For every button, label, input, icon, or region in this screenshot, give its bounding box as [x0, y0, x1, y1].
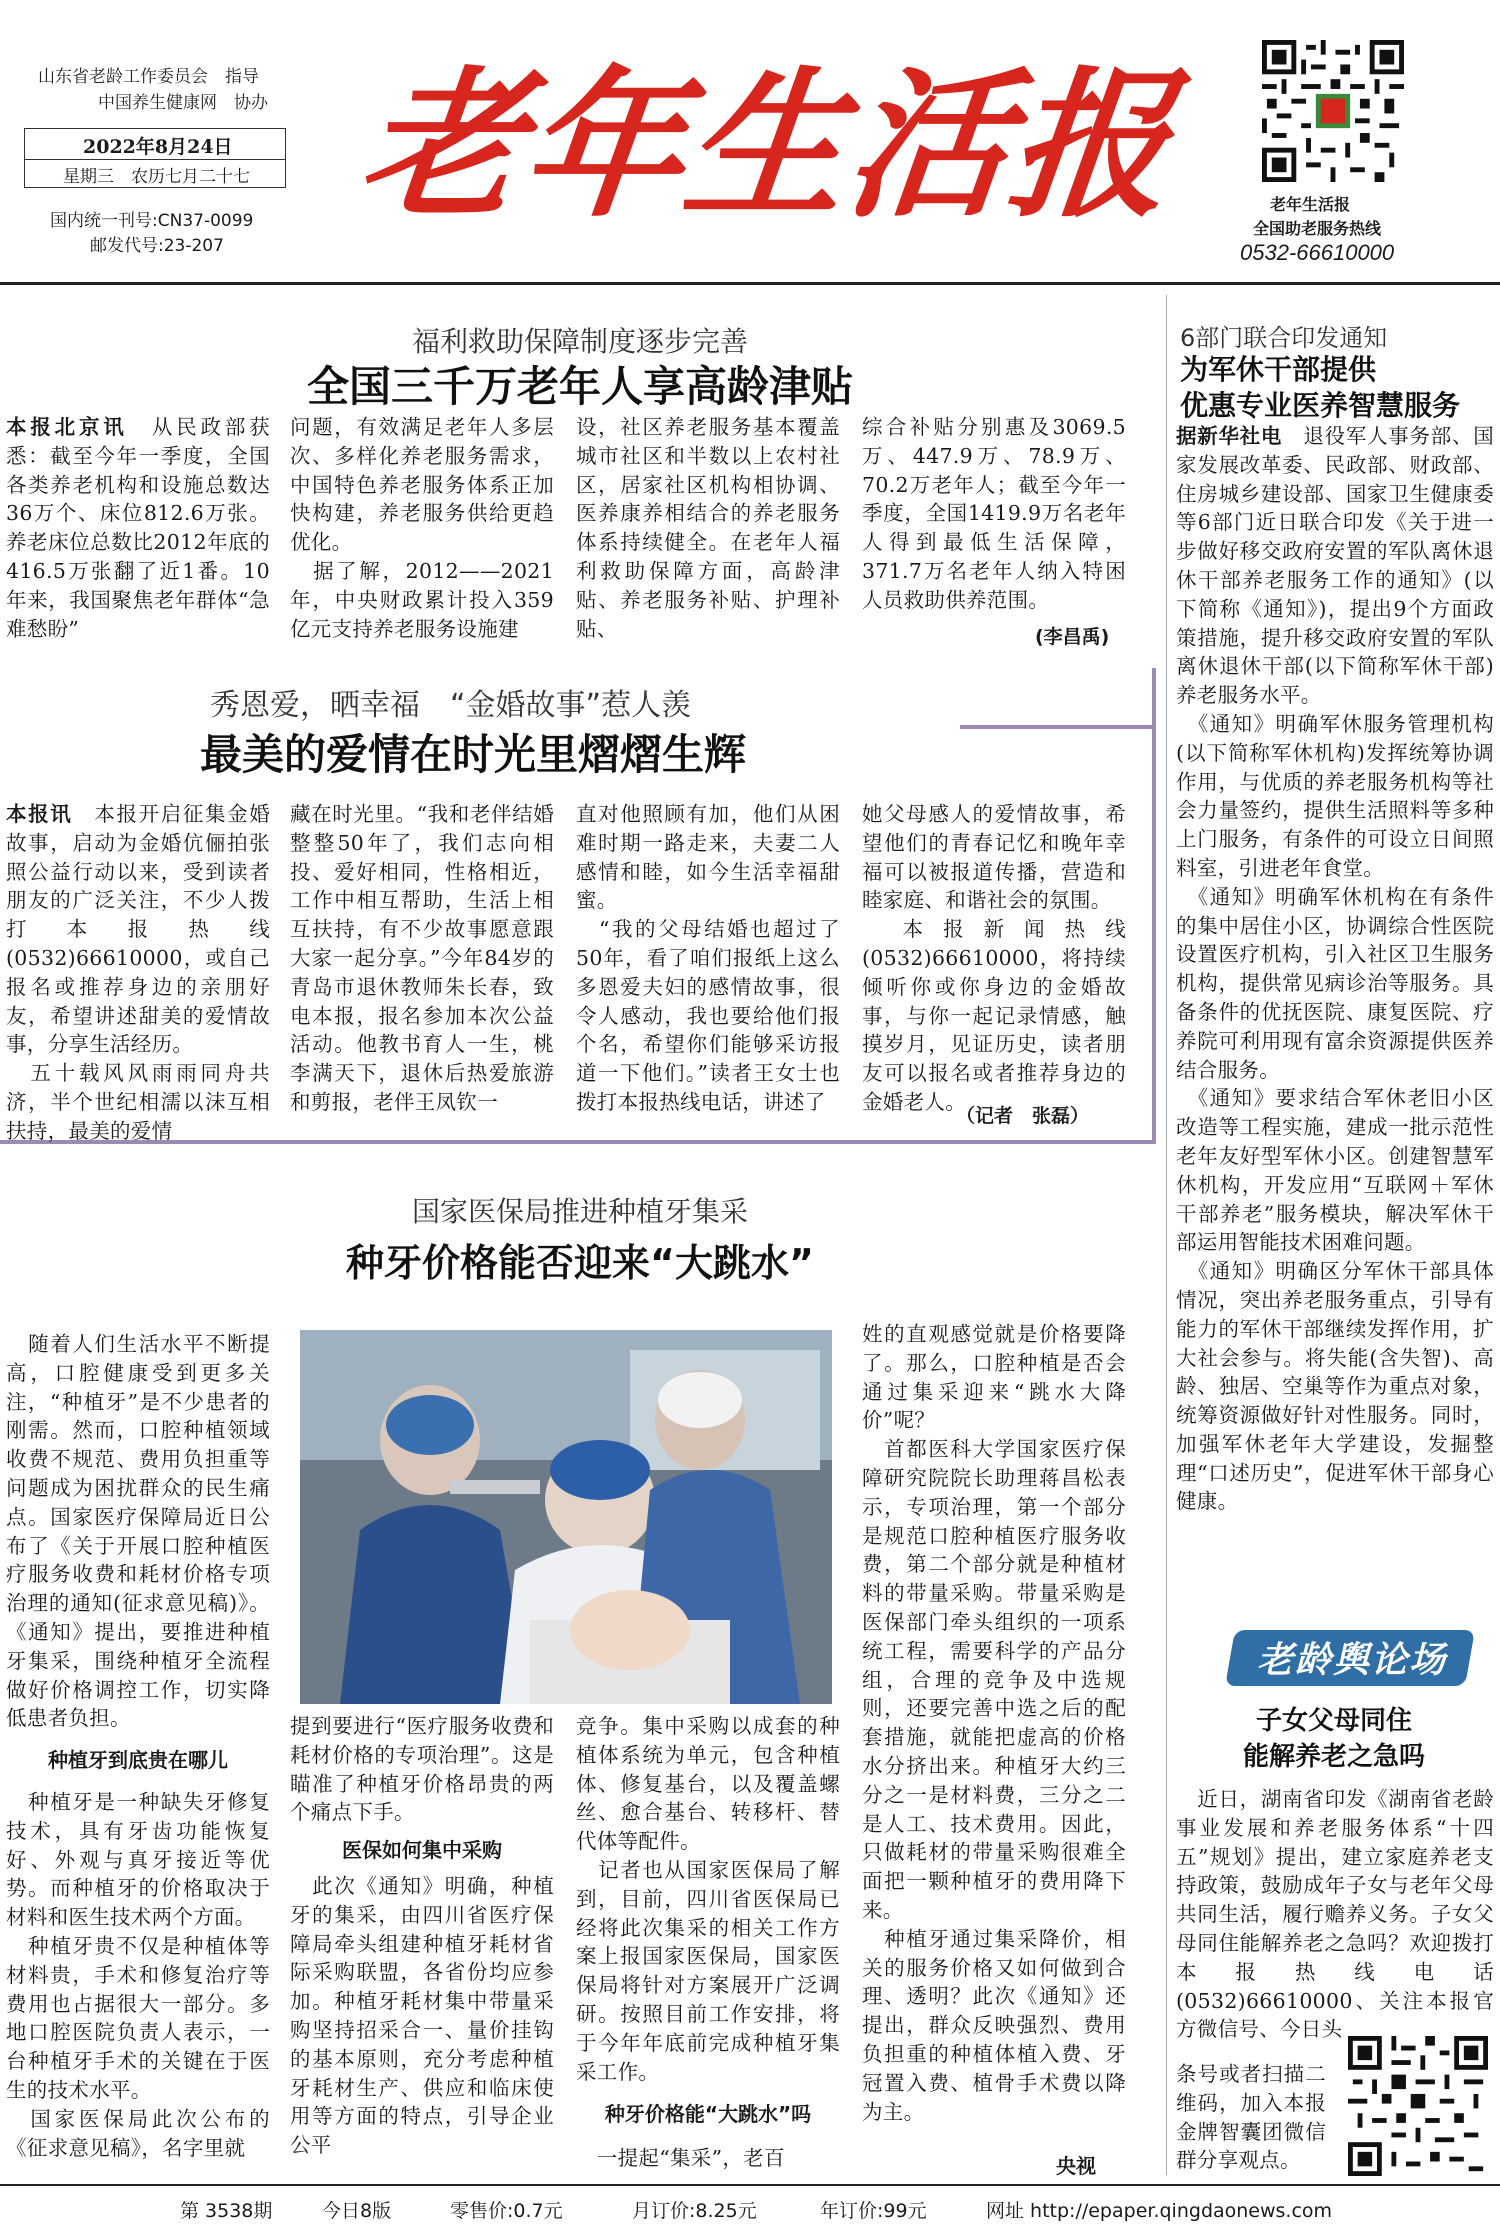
hotline-label: 全国助老服务热线: [1253, 219, 1382, 238]
article2-frame-top: [960, 725, 1156, 729]
article3-column-4: 姓的直观感觉就是价格要降了。那么，口腔种植是否会通过集采迎来“跳水大降价”呢？ 首都医科大学国家医疗保障研究院院长助理蒋昌松表示，专项治理，第一个部分是规范口腔种植医疗服务收费，第二个部分就是种植材料的带量采购。带量采购是医保部门牵头组织的一项系统工程，需要科学的产品分组，合理的竞争及中选规则，还要完善中选之后的配套措施，就能把虚高的价格水分挤出来。种植牙大约三分之一是材料费，三分之二是人工、技术费用。因此，只做耗材的带量采购很难全面把一颗种植牙的费用降下来。 种植牙通过集采降价，相关的服务价格又如何做到合理、透明？此次《通知》还提出，群众反映强烈、费用负担重的种植体植入费、牙冠置入费、植骨手术费以降为主。: [862, 1322, 1126, 2124]
article3-column-3b: 一提起“集采”，老百: [576, 2146, 785, 2170]
article1-column-1: 本报北京讯 从民政部获悉：截至今年一季度，全国各类养老机构和设施总数达36万个、床位812.6万张。养老床位总数比2012年底的416.5万张翻了近1番。10年来，我国聚焦老年群体“急难愁盼”: [6, 415, 270, 641]
masthead-rule: [0, 282, 1500, 285]
footer-website[interactable]: 网址 http://epaper.qingdaonews.com: [986, 2200, 1333, 2222]
postal-code: 邮发代号:23-207: [90, 236, 224, 256]
article3-column-2a: 提到要进行“医疗服务收费和耗材价格的专项治理”。这是瞄准了种植牙价格昂贵的两个痛点下手。: [290, 1714, 554, 1825]
article2-lead: 本报讯: [6, 802, 73, 826]
article1-column-2: 问题，有效满足老年人多层次、多样化养老服务需求，中国特色养老服务体系正加快构建，养老服务供给更趋优化。 据了解，2012——2021年，中央财政累计投入359亿元支持养老服务设施建: [290, 415, 554, 641]
article1-column-3: 设，社区养老服务基本覆盖城市社区和半数以上农村社区，居家社区机构相协调、医养康养相结合的养老服务体系持续健全。在老年人福利救助保障方面，高龄津贴、养老服务补贴、护理补贴、: [576, 415, 840, 641]
sponsor-line-1: 山东省老龄工作委员会 指导: [38, 67, 259, 87]
article3-subhead-2: 医保如何集中采购: [342, 1838, 502, 1862]
date-box: [24, 128, 286, 188]
article4-headline-1: 为军休干部提供: [1180, 353, 1377, 386]
footer-pages: 今日8版: [322, 2200, 392, 2222]
article1-byline: (李昌禹): [1035, 626, 1110, 648]
footer-yearly-price: 年订价:99元: [820, 2200, 927, 2222]
sponsor-line-2: 中国养生健康网 协办: [98, 93, 268, 113]
qr-code-icon: [1348, 2036, 1488, 2176]
article4-kicker: 6部门联合印发通知: [1180, 324, 1388, 352]
article3-kicker: 国家医保局推进种植牙集采: [411, 1195, 748, 1228]
qr-code-icon: [1262, 40, 1404, 182]
article2-column-4: 她父母感人的爱情故事，希望他们的青春记忆和晚年幸福可以被报道传播，营造和睦家庭、和谐社会的氛围。 本报新闻热线(0532)66610000，将持续倾听你或你身边的金婚故事，与你一起记录情感，触摸岁月，见证历史，读者朋友可以报名或者推荐身边的金婚老人。: [862, 802, 1126, 1114]
footer-issue: 第 3538期: [180, 2200, 273, 2222]
article1-kicker: 福利救助保障制度逐步完善: [411, 325, 748, 358]
article3-byline: 央视: [1056, 2154, 1096, 2178]
article3-subhead-1: 种植牙到底贵在哪儿: [48, 1748, 228, 1772]
article4-body: 据新华社电 退役军人事务部、国家发展改革委、民政部、财政部、住房城乡建设部、国家卫生健康委等6部门近日联合印发《关于进一步做好移交政府安置的军队离休退休干部养老服务工作的通知》(以下简称《通知》)，提出9个方面政策措施，提升移交政府安置的军队离休退休干部(以下简称军休干部)养老服务水平。 《通知》明确军休服务管理机构(以下简称军休机构)发挥统筹协调作用，与优质的养老服务机构等社会力量签约，提供生活照料等多种上门服务，有条件的可设立日间照料室，引进老年食堂。 《通知》明确军休机构在有条件的集中居住小区，协调综合性医院设置医疗机构，引入社区卫生服务机构，提供常见病诊治等服务。具备条件的优抚医院、康复医院、疗养院可利用现有富余资源提供医养结合服务。 《通知》要求结合军休老旧小区改造等工程实施，建成一批示范性老年友好型军休小区。创建智慧军休机构，开发应用“互联网＋军休干部养老”服务模块，解决军休干部运用智能技术困难问题。 《通知》明确区分军休干部具体情况，突出养老服务重点，引导有能力的军休干部继续发挥作用，扩大社会参与。将失能(含失智)、高龄、独居、空巢等作为重点对象，统筹资源做好针对性服务。同时，加强军休老年大学建设，发掘整理“口述历史”，促进军休干部身心健康。: [1176, 424, 1495, 1514]
hotline-number: 0532-66610000: [1240, 240, 1395, 265]
footer-rule: [0, 2184, 1500, 2186]
article3-column-1a: 随着人们生活水平不断提高，口腔健康受到更多关注，“种植牙”是不少患者的刚需。然而，口腔种植领域收费不规范、费用负担重等问题成为困扰群众的民生痛点。国家医疗保障局近日公布了《关于开展口腔种植医疗服务收费和耗材价格专项治理的通知(征求意见稿)》。《通知》提出，要推进种植牙集采，围绕种植牙全流程做好价格调控工作，切实降低患者负担。: [6, 1332, 270, 1731]
article3-column-1b: 种植牙是一种缺失牙修复技术，具有牙齿功能恢复好、外观与真牙接近等优势。而种植牙的价格取决于材料和医生技术两个方面。 种植牙贵不仅是种植体等材料贵，手术和修复治疗等费用也占据很大一部分。多地口腔医院负责人表示，一台种植牙手术的关键在于医生的技术水平。 国家医保局此次公布的《征求意见稿》，名字里就: [6, 1790, 270, 2160]
article1-lead: 本报北京讯: [6, 415, 128, 439]
article5-headline-1: 子女父母同住: [1255, 1706, 1412, 1736]
article3-subhead-3: 种牙价格能“大跳水”吗: [604, 2102, 812, 2126]
article1-headline: 全国三千万老年人享高龄津贴: [306, 362, 853, 411]
publish-date: 2022年8月24日: [83, 136, 233, 158]
newspaper-title: 老年生活报: [352, 51, 1182, 239]
article2-byline: （记者 张磊）: [956, 1105, 1090, 1127]
article1-column-4: 综合补贴分别惠及3069.5万、447.9万、78.9万、70.2万老年人；截至今年一季度，全国1419.9万名老年人得到最低生活保障，371.7万名老年人纳入特困人员救助供养范围。: [862, 415, 1126, 612]
opinion-column-logo-text: 老龄舆论场: [1256, 1640, 1447, 1681]
article5-headline-2: 能解养老之急吗: [1242, 1742, 1425, 1772]
footer-monthly-price: 月订价:8.25元: [632, 2200, 757, 2222]
article5-body-1: 近日，湖南省印发《湖南省老龄事业发展和养老服务体系“十四五”规划》提出，建立家庭养老支持政策，鼓励成年子女与老年父母共同生活，履行赡养义务。子女父母同住能解养老之急吗？欢迎拨打本报热线电话(0532)66610000、关注本报官方微信号、今日头: [1176, 1787, 1494, 2042]
article2-column-1: 本报讯 本报开启征集金婚故事，启动为金婚伉俪拍张照公益行动以来，受到读者朋友的广泛关注，不少人拨打本报热线(0532)66610000，或自己报名或推荐身边的亲朋好友，希望讲述甜美的爱情故事，分享生活经历。 五十载风风雨雨同舟共济，半个世纪相濡以沫互相扶持，最美的爱情: [6, 802, 270, 1143]
article3-headline: 种牙价格能否迎来“大跳水”: [346, 1241, 814, 1285]
article3-column-2b: 此次《通知》明确，种植牙的集采，由四川省医疗保障局牵头组建种植牙耗材省际采购联盟，各省份均应参加。种植牙耗材集中带量采购坚持招采合一、量价挂钩的基本原则，充分考虑种植牙耗材生产、供应和临床使用等方面的特点，引导企业公平: [290, 1874, 554, 2158]
article3-column-3a: 竞争。集中采购以成套的种植体系统为单元，包含种植体、修复基台，以及覆盖螺丝、愈合基台、转移杆、替代体等配件。 记者也从国家医保局了解到，目前，四川省医保局已经将此次集采的相关工作方案上报国家医保局，国家医保局将针对方案展开广泛调研。按照目前工作安排，将于今年年底前完成种植牙集采工作。: [576, 1714, 840, 2084]
dental-clinic-photo: [300, 1330, 832, 1704]
right-column-rule: [1166, 295, 1167, 2175]
article2-headline: 最美的爱情在时光里熠熠生辉: [200, 730, 747, 779]
article2-column-3: 直对他照顾有加，他们从困难时期一路走来，夫妻二人感情和睦，如今生活幸福甜蜜。 “我的父母结婚也超过了50年，看了咱们报纸上这么多恩爱夫妇的感情故事，很令人感动，我也要给他们报个名，希望你们能够采访报道一下他们。”读者王女士也拨打本报热线电话，讲述了: [576, 802, 840, 1114]
article2-kicker: 秀恩爱，晒幸福 “金婚故事”惹人羡: [210, 688, 692, 723]
weekday-lunar: 星期三 农历七月二十七: [63, 167, 250, 187]
article4-lead: 据新华社电: [1176, 424, 1283, 448]
article2-column-2: 藏在时光里。“我和老伴结婚整整50年了，我们志向相投、爱好相同，性格相近，工作中相互帮助，生活上相互扶持，有不少故事愿意跟大家一起分享。”今年84岁的青岛市退休教师朱长春，致电本报，报名参加本次公益活动。他教书育人一生，桃李满天下，退休后热爱旅游和剪报，老伴王凤钦一: [290, 802, 554, 1114]
article4-headline-2: 优惠专业医养智慧服务: [1180, 389, 1461, 422]
article5-body-2: 条号或者扫描二维码，加入本报金牌智囊团微信群分享观点。: [1176, 2062, 1326, 2173]
issn: 国内统一刊号:CN37-0099: [50, 211, 254, 231]
qr-label: 老年生活报: [1270, 195, 1351, 214]
footer-retail-price: 零售价:0.7元: [450, 2200, 563, 2222]
